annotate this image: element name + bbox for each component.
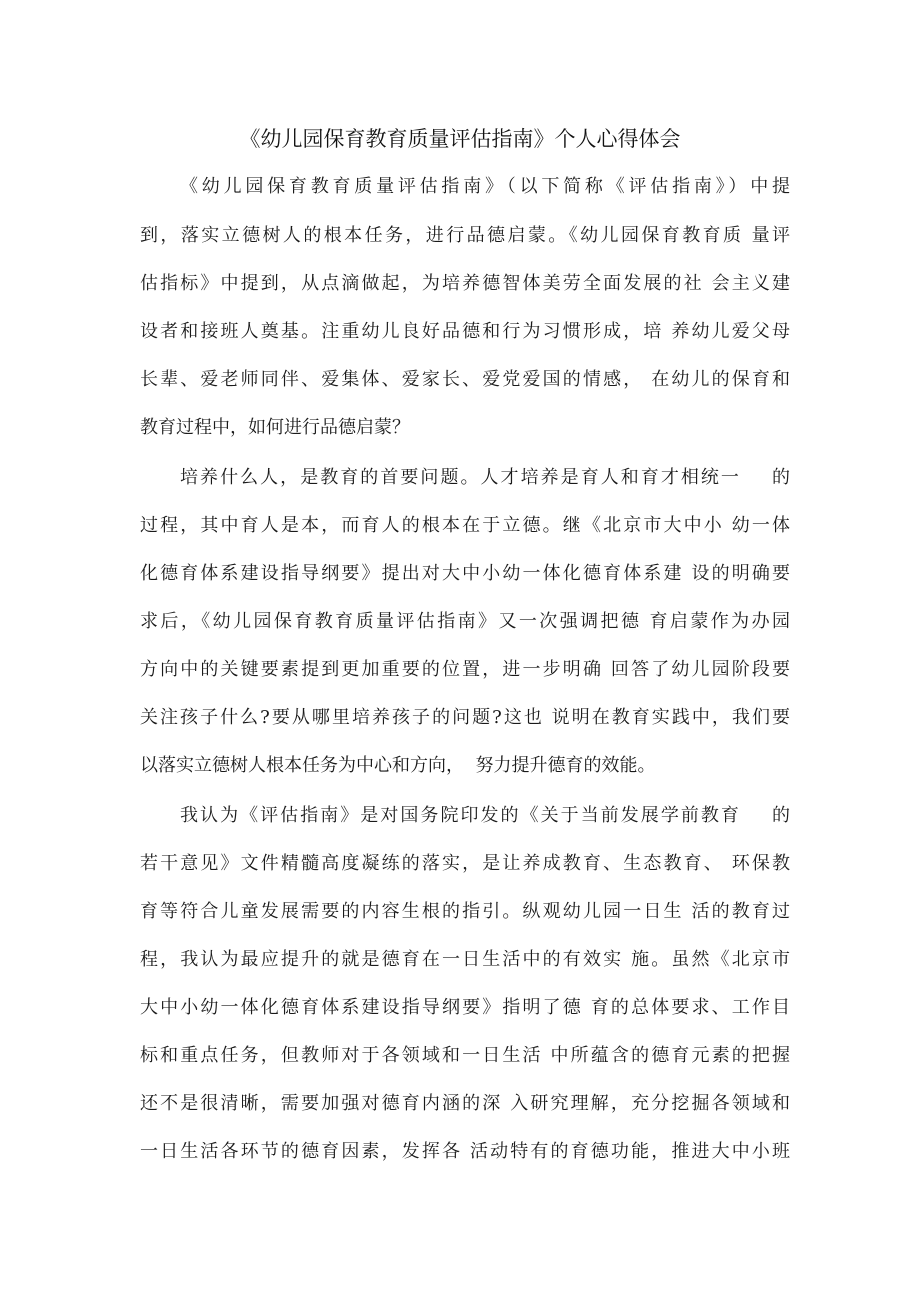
paragraph-3-line-7: 还不是很清晰，需要加强对德育内涵的深 入研究理解，充分挖掘各领域和 xyxy=(140,1093,790,1114)
paragraph-3-line-6: 标和重点任务，但教师对于各领域和一日生活 中所蕴含的德育元素的把握 xyxy=(140,1045,790,1066)
paragraph-2-line-3: 化德育体系建设指导纲要》提出对大中小幼一体化德育体系建 设的明确要 xyxy=(140,563,790,584)
paragraph-2-line-2: 过程，其中育人是本，而育人的根本在于立德。继《北京市大中小 幼一体 xyxy=(140,515,790,536)
paragraph-2-line-5: 方向中的关键要素提到更加重要的位置，进一步明确 回答了幼儿园阶段要 xyxy=(140,659,790,680)
paragraph-3-line-2: 若干意见》文件精髓高度凝练的落实，是让养成教育、生态教育、 环保教 xyxy=(140,853,790,874)
document-title: 《幼儿园保育教育质量评估指南》个人心得体会 xyxy=(239,127,681,151)
paragraph-1-line-2: 到，落实立德树人的根本任务，进行品德启蒙。《幼儿园保育教育质 量评 xyxy=(140,225,790,246)
paragraph-2-line-6: 关注孩子什么?要从哪里培养孩子的问题?这也 说明在教育实践中，我们要 xyxy=(140,707,790,728)
paragraph-1-line-3: 估指标》中提到，从点滴做起，为培养德智体美劳全面发展的社 会主义建 xyxy=(140,273,790,294)
paragraph-1-line-1: 《幼儿园保育教育质量评估指南》（以下简称《评估指南》）中提 xyxy=(180,176,790,197)
paragraph-3-line-1: 我认为《评估指南》是对国务院印发的《关于当前发展学前教育 的 xyxy=(180,805,790,826)
paragraph-3-line-5: 大中小幼一体化德育体系建设指导纲要》指明了德 育的总体要求、工作目 xyxy=(140,997,790,1018)
paragraph-2-line-1: 培养什么人，是教育的首要问题。人才培养是育人和育才相统一 的 xyxy=(180,467,790,488)
paragraph-2-line-4: 求后，《幼儿园保育教育质量评估指南》又一次强调把德 育启蒙作为办园 xyxy=(140,611,790,632)
paragraph-1-line-5: 长辈、爱老师同伴、爱集体、爱家长、爱党爱国的情感， 在幼儿的保育和 xyxy=(140,369,790,390)
paragraph-1-line-6: 教育过程中，如何进行品德启蒙？ xyxy=(140,417,410,438)
paragraph-2-line-7: 以落实立德树人根本任务为中心和方向， 努力提升德育的效能。 xyxy=(140,755,656,776)
paragraph-1-line-4: 设者和接班人奠基。注重幼儿良好品德和行为习惯形成，培 养幼儿爱父母 xyxy=(140,321,790,342)
paragraph-3-line-4: 程，我认为最应提升的就是德育在一日生活中的有效实 施。虽然《北京市 xyxy=(140,949,790,970)
paragraph-3-line-8: 一日生活各环节的德育因素，发挥各 活动特有的育德功能，推进大中小班 xyxy=(140,1141,790,1162)
paragraph-3-line-3: 育等符合儿童发展需要的内容生根的指引。纵观幼儿园一日生 活的教育过 xyxy=(140,901,790,922)
